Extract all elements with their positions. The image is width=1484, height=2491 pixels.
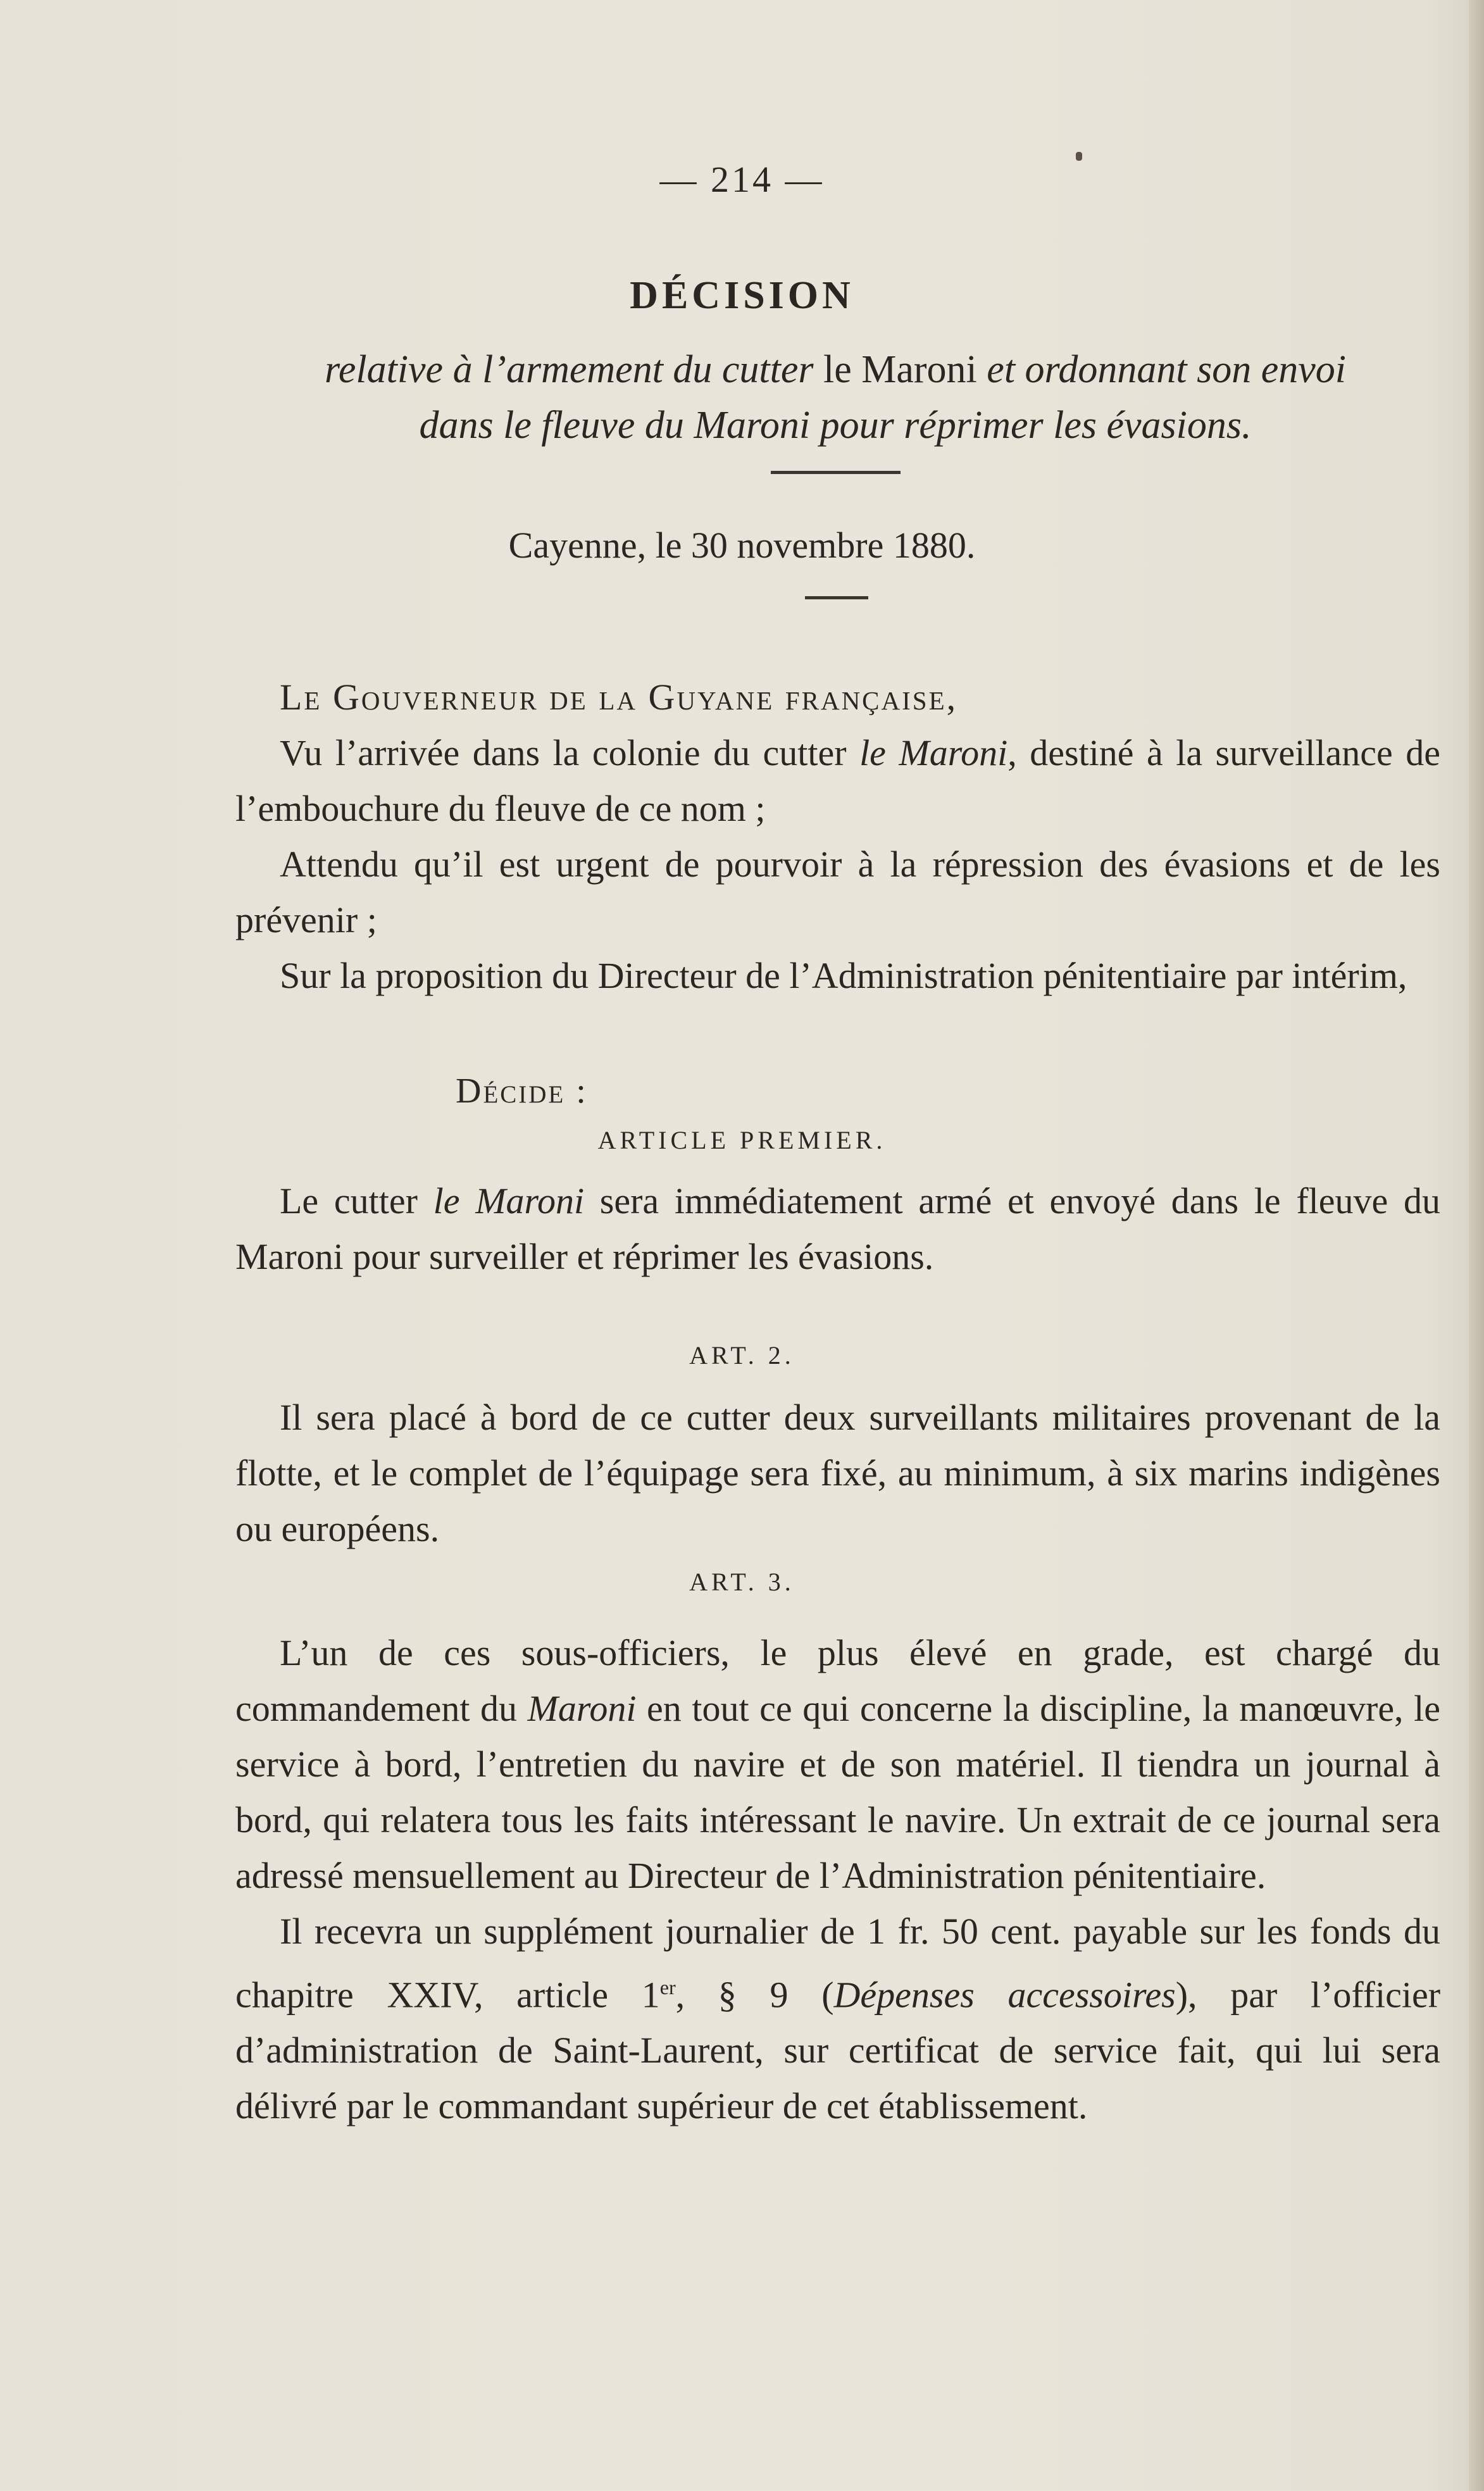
article-3-paragraph-1 [235, 1625, 1440, 1904]
subtitle-line-2: dans le fleuve du Maroni pour réprimer les évasions. [419, 404, 1252, 447]
article-2-heading: ART. 2. [689, 1341, 795, 1370]
subtitle-part: et ordonnant son envoi [976, 348, 1346, 391]
governor-line: Le Gouverneur de la Guyane française, [280, 677, 958, 718]
article-3-paragraph-2 [235, 1904, 1440, 2134]
text-part: er [659, 1976, 676, 1999]
text-part: en tout ce qui concerne la discipline, la manœuvre, le service à bord, l’entretien du navire et de son matériel. Il tiendra un journal à bord, qui relatera tous les faits intéressant le navire. Un extrait de ce journal sera adressé mensuellement au Directeur de l’Administration pénitentiaire. [235, 1688, 1440, 1896]
text-part: , destiné à la surveillance de l’embouchure du fleuve de ce nom ; [235, 732, 1440, 829]
date-rule [805, 596, 868, 599]
text-part: Vu l’arrivée dans la colonie du cutter [280, 732, 860, 773]
text-part: L’un de ces sous-officiers, le plus élevé en grade, est chargé du commandement du [235, 1632, 1440, 1729]
subtitle-part: le [823, 348, 852, 391]
text-part: Il recevra un supplément journalier de 1 fr. 50 cent. payable sur les fonds du chapitre XXIV, article 1 [235, 1911, 1440, 2016]
article-2-text: Il sera placé à bord de ce cutter deux surveillants militaires provenant de la flotte, et le complet de l’équipage sera fixé, au minimum, à six marins indigènes ou européens. [235, 1397, 1440, 1549]
text-part: , § 9 ( [675, 1974, 834, 2016]
text-part: le Maroni [859, 732, 1008, 773]
page-number: — 214 — [659, 159, 825, 200]
article-2-body [235, 1390, 1440, 1557]
subtitle-part: Maroni [851, 348, 977, 391]
article-1-body [235, 1173, 1440, 1285]
text-part: Le cutter [280, 1180, 433, 1221]
decision-subtitle [297, 342, 1373, 453]
considerant-2: Attendu qu’il est urgent de pourvoir à la répression des évasions et de les prévenir ; [235, 844, 1440, 940]
text-part: ), par l’officier d’administration de Saint-Laurent, sur certificat de service fait, qui lui sera délivré par le commandant supérieur de cet établissement. [235, 1974, 1441, 2127]
text-part: Maroni [527, 1688, 637, 1729]
text-part: sera immédiatement armé et envoyé dans le fleuve du Maroni pour surveiller et réprimer les évasions. [235, 1180, 1440, 1277]
article-1-heading: ARTICLE PREMIER. [597, 1126, 887, 1154]
title-rule [771, 471, 901, 474]
decision-title: DÉCISION [630, 274, 854, 317]
considerant-3: Sur la proposition du Directeur de l’Administration pénitentiaire par intérim, [280, 955, 1407, 996]
considerant-1 [235, 725, 1440, 837]
article-1-text [235, 1173, 1440, 1285]
article-3-heading: ART. 3. [689, 1568, 795, 1596]
text-part: Dépenses accessoires [833, 1974, 1176, 2016]
article-3-body [235, 1625, 1440, 2134]
governor-heading [235, 670, 1440, 725]
text-part: le Maroni [433, 1180, 585, 1221]
considerants [235, 725, 1440, 1004]
subtitle-part: relative à l’armement du cutter [325, 348, 824, 391]
decide-heading: Décide : [456, 1071, 588, 1111]
dateline: Cayenne, le 30 novembre 1880. [508, 525, 976, 566]
page-edge [1469, 0, 1484, 2491]
